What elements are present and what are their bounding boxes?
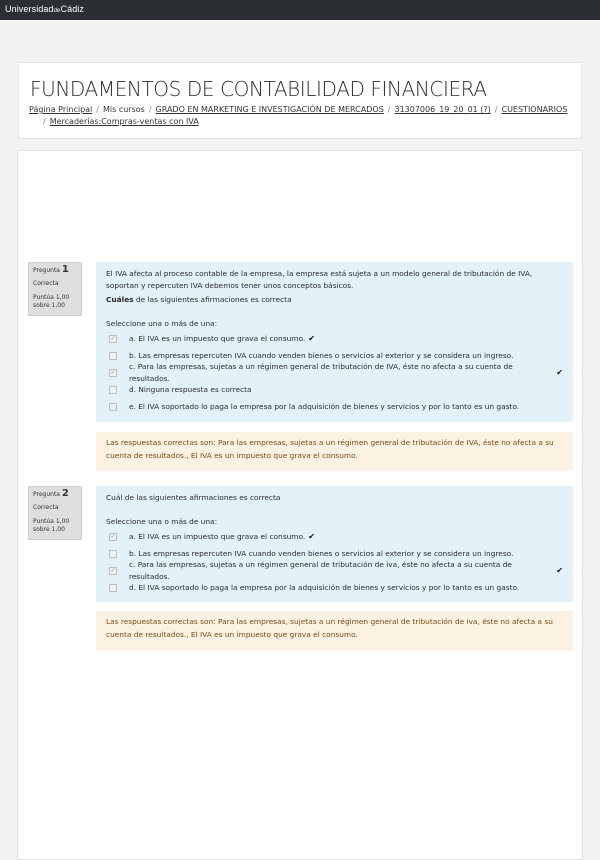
question-1-content <box>96 262 573 422</box>
answer-option: ✓ a. El IVA es un impuesto que grava el consumo. ✔ <box>110 531 315 541</box>
checkbox[interactable] <box>109 584 117 592</box>
question-number: 1 <box>61 264 69 275</box>
checkbox[interactable]: ✓ <box>110 532 116 540</box>
checkbox[interactable]: ✓ <box>110 334 116 342</box>
checkbox[interactable] <box>109 550 117 558</box>
question-1-info <box>28 262 82 316</box>
page-title: FUNDAMENTOS DE CONTABILIDAD FINANCIERA <box>30 77 487 101</box>
correct-check-icon: ✔ <box>556 565 563 575</box>
question-2-content <box>96 486 573 602</box>
question-1-feedback: Las respuestas correctas son: Para las empresas, sujetas a un régimen general de tributación de IVA, éste no afecta a su cuenta de resultados., El IVA es un impuesto que grava el consumo. <box>96 432 573 471</box>
question-text: El IVA afecta al proceso contable de la empresa, la empresa está sujeta a un modelo general de tributación de IVA, soportan y repercuten IVA debemos tener unos conceptos básicos. <box>106 269 533 290</box>
breadcrumb-cuestionarios[interactable]: CUESTIONARIOS <box>501 105 568 114</box>
university-logo[interactable]: UniversidaddeCádiz <box>5 4 85 14</box>
question-grade-max: sobre 1,00 <box>33 302 65 309</box>
answer-option: b. Las empresas repercuten IVA cuando venden bienes o servicios al exterior y se considera un ingreso. <box>106 545 563 562</box>
checkbox[interactable] <box>109 386 117 394</box>
question-prompt: Cuáles de las siguientes afirmaciones es correcta <box>106 295 292 304</box>
correct-check-icon: ✔ <box>308 531 315 541</box>
answer-option: ✓ a. El IVA es un impuesto que grava el consumo. ✔ <box>110 333 315 343</box>
question-number: 2 <box>61 488 69 499</box>
checkbox[interactable] <box>109 352 117 360</box>
question-state: Correcta <box>33 280 59 287</box>
checkbox[interactable]: ✓ <box>110 368 116 376</box>
checkbox[interactable]: ✓ <box>110 566 116 574</box>
question-text: Cuál de las siguientes afirmaciones es correcta <box>106 493 281 502</box>
breadcrumb-quiz[interactable]: Mercaderías:Compras-ventas con IVA <box>49 117 199 126</box>
answer-option: ✓ c. Para las empresas, sujetas a un régimen general de tributación de iva, éste no afecta a su cuenta de resultados. ✔ <box>110 559 563 581</box>
checkbox[interactable] <box>109 403 117 411</box>
breadcrumb: Página Principal / Mis cursos / GRADO EN MARKETING E INVESTIGACIÓN DE MERCADOS / 31307006_19_20_01 (?) / CUESTIONARIOS / Mercaderías:Compras-ventas con IVA <box>29 105 568 126</box>
answer-option: ✓ c. Para las empresas, sujetas a un régimen general de tributación de IVA, éste no afecta a su cuenta de resultados. ✔ <box>110 361 563 383</box>
breadcrumb-home[interactable]: Página Principal <box>29 105 93 114</box>
breadcrumb-grado[interactable]: GRADO EN MARKETING E INVESTIGACIÓN DE MERCADOS <box>155 105 384 114</box>
select-label: Seleccione una o más de una: <box>106 319 218 328</box>
question-grade: Puntúa 1,00 <box>33 518 70 525</box>
breadcrumb-course[interactable]: 31307006_19_20_01 (?) <box>394 105 491 114</box>
page-header <box>18 62 582 139</box>
question-label: Pregunta <box>33 267 60 274</box>
correct-check-icon: ✔ <box>308 333 315 343</box>
answer-option: d. El IVA soportado lo paga la empresa por la adquisición de bienes y servicios y por lo tanto es un gasto. <box>106 579 563 596</box>
answer-option: b. Las empresas repercuten IVA cuando venden bienes o servicios al exterior y se considera un ingreso. <box>106 347 563 364</box>
breadcrumb-mis-cursos: Mis cursos <box>102 105 145 114</box>
top-navbar <box>0 0 600 20</box>
question-label: Pregunta <box>33 491 60 498</box>
answer-option: e. El IVA soportado lo paga la empresa por la adquisición de bienes y servicios y por lo tanto es un gasto. <box>106 398 563 415</box>
question-2-info <box>28 486 82 540</box>
question-grade: Puntúa 1,00 <box>33 294 70 301</box>
question-state: Correcta <box>33 504 59 511</box>
answer-option: d. Ninguna respuesta es correcta <box>106 381 563 398</box>
question-2-feedback: Las respuestas correctas son: Para las empresas, sujetas a un régimen general de tributación de iva, éste no afecta a su cuenta de resultados., El IVA es un impuesto que grava el consumo. <box>96 611 573 651</box>
correct-check-icon: ✔ <box>556 367 563 377</box>
select-label: Seleccione una o más de una: <box>106 517 218 526</box>
question-grade-max: sobre 1,00 <box>33 526 65 533</box>
